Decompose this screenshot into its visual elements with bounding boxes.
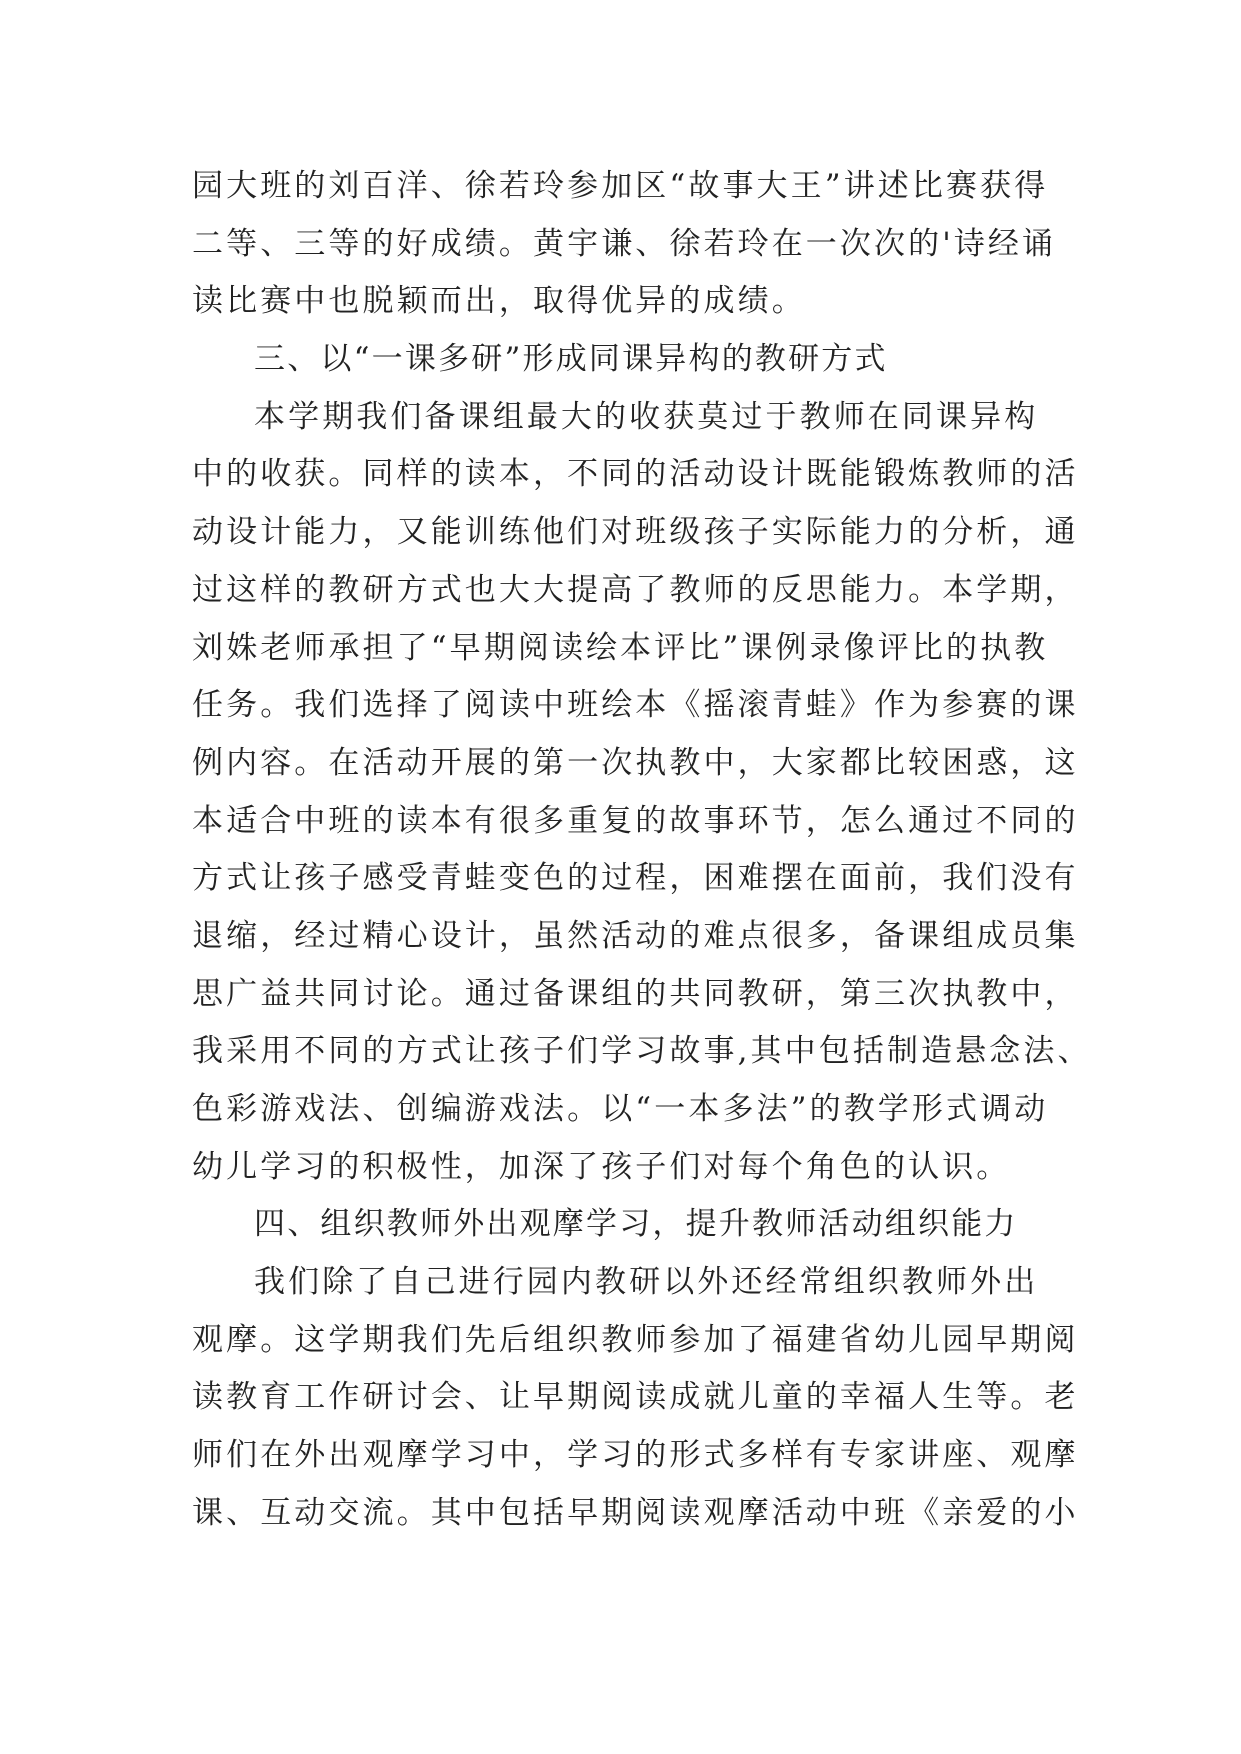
paragraph-line: 本学期我们备课组最大的收获莫过于教师在同课异构 (254, 398, 1039, 435)
paragraph-line: 幼儿学习的积极性，加深了孩子们对每个角色的认识。 (192, 1148, 1011, 1185)
paragraph-line: 中的收获。同样的读本，不同的活动设计既能锻炼教师的活 (192, 456, 1079, 493)
paragraph-line: 思广益共同讨论。通过备课组的共同教研，第三次执教中， (192, 975, 1079, 1012)
paragraph-line: 二等、三等的好成绩。黄宇谦、徐若玲在一次次的'诗经诵 (192, 225, 1057, 262)
paragraph-line: 我们除了自己进行园内教研以外还经常组织教师外出 (254, 1264, 1039, 1301)
paragraph-line: 任务。我们选择了阅读中班绘本《摇滚青蛙》作为参赛的课 (192, 687, 1079, 724)
paragraph-line: 师们在外出观摩学习中，学习的形式多样有专家讲座、观摩 (192, 1437, 1079, 1474)
paragraph-line: 观摩。这学期我们先后组织教师参加了福建省幼儿园早期阅 (192, 1321, 1079, 1358)
paragraph-line: 读比赛中也脱颖而出，取得优异的成绩。 (192, 283, 806, 320)
section-heading: 三、以“一课多研”形成同课异构的教研方式 (254, 341, 888, 378)
paragraph-line: 本适合中班的读本有很多重复的故事环节，怎么通过不同的 (192, 802, 1079, 839)
paragraph-line: 园大班的刘百洋、徐若玲参加区“故事大王”讲述比赛获得 (192, 168, 1049, 204)
paragraph-line: 方式让孩子感受青蛙变色的过程，困难摆在面前，我们没有 (192, 860, 1079, 897)
paragraph-line: 例内容。在活动开展的第一次执教中，大家都比较困惑，这 (192, 744, 1079, 781)
section-heading: 四、组织教师外出观摩学习，提升教师活动组织能力 (254, 1206, 1018, 1243)
paragraph-line: 课、互动交流。其中包括早期阅读观摩活动中班《亲爱的小 (192, 1494, 1079, 1531)
document-body (192, 158, 1092, 1543)
paragraph-line: 退缩，经过精心设计，虽然活动的难点很多，备课组成员集 (192, 917, 1079, 954)
paragraph-line: 读教育工作研讨会、让早期阅读成就儿童的幸福人生等。老 (192, 1379, 1079, 1416)
paragraph-line: 色彩游戏法、创编游戏法。以“一本多法”的教学形式调动 (192, 1091, 1049, 1127)
paragraph-line: 我采用不同的方式让孩子们学习故事,其中包括制造悬念法、 (192, 1033, 1092, 1070)
paragraph-line: 过这样的教研方式也大大提高了教师的反思能力。本学期， (192, 571, 1079, 608)
paragraph-line: 刘姝老师承担了“早期阅读绘本评比”课例录像评比的执教 (192, 629, 1049, 666)
paragraph-line: 动设计能力，又能训练他们对班级孩子实际能力的分析，通 (192, 514, 1079, 551)
